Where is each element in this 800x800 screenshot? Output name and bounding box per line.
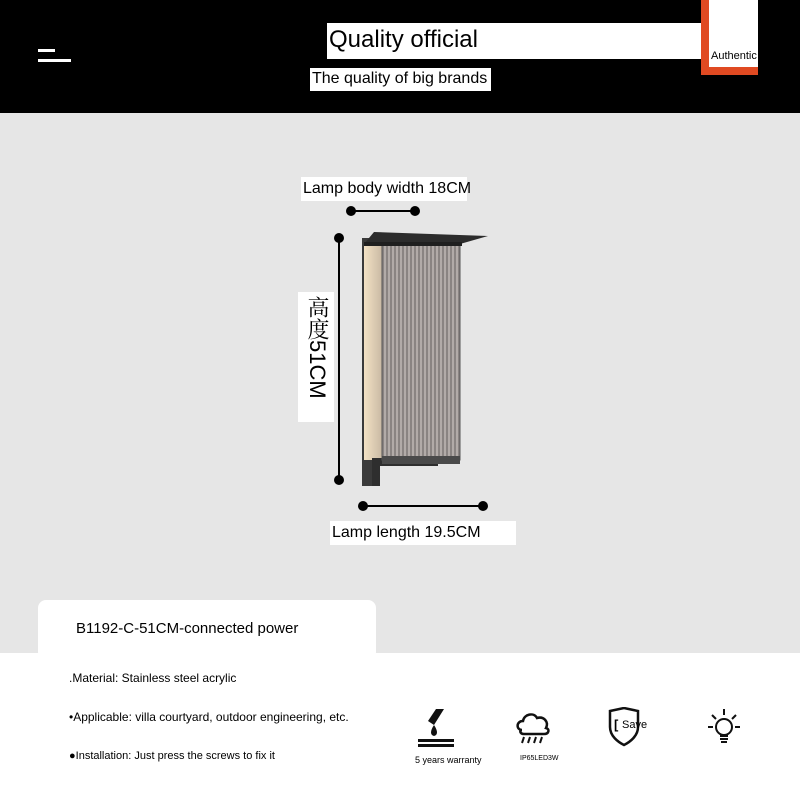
feature-save-label: Save	[622, 719, 648, 731]
page-title: Quality official	[329, 26, 478, 53]
length-label: Lamp length 19.5CM	[332, 524, 481, 541]
length-dimension-line	[363, 505, 483, 507]
wall-lamp-illustration	[340, 230, 500, 490]
hand-water-icon	[414, 705, 458, 749]
title-box	[327, 23, 749, 59]
height-label: 高度51CM	[305, 296, 330, 399]
header-banner	[0, 0, 800, 113]
page-subtitle: The quality of big brands	[312, 70, 488, 87]
shield-bracket: [	[614, 717, 619, 732]
length-dimension-start	[358, 501, 368, 511]
specs-section	[0, 653, 800, 800]
light-bulb-icon	[704, 707, 744, 747]
authentic-badge	[701, 0, 758, 75]
feature-warranty-label: 5 years warranty	[415, 755, 482, 765]
width-dimension-end	[410, 206, 420, 216]
rain-cloud-icon	[514, 708, 554, 748]
width-dimension-line	[351, 210, 415, 212]
length-label-box	[330, 521, 516, 545]
length-dimension-end	[478, 501, 488, 511]
spec-applicable: •Applicable: villa courtyard, outdoor engineering, etc.	[69, 710, 349, 724]
width-label: Lamp body width 18CM	[303, 180, 472, 197]
badge-label: Authentic	[711, 50, 757, 62]
model-number: B1192-C-51CM-connected power	[76, 620, 299, 637]
spec-material: .Material: Stainless steel acrylic	[69, 671, 237, 685]
menu-icon[interactable]	[38, 49, 72, 65]
spec-installation: ●Installation: Just press the screws to fix it	[69, 750, 275, 762]
width-label-box	[301, 177, 472, 201]
feature-ip-label: IP65LED3W	[520, 755, 559, 762]
model-card	[38, 600, 376, 660]
width-dimension-start	[346, 206, 356, 216]
height-label-box	[298, 292, 334, 422]
subtitle-box	[310, 68, 491, 91]
